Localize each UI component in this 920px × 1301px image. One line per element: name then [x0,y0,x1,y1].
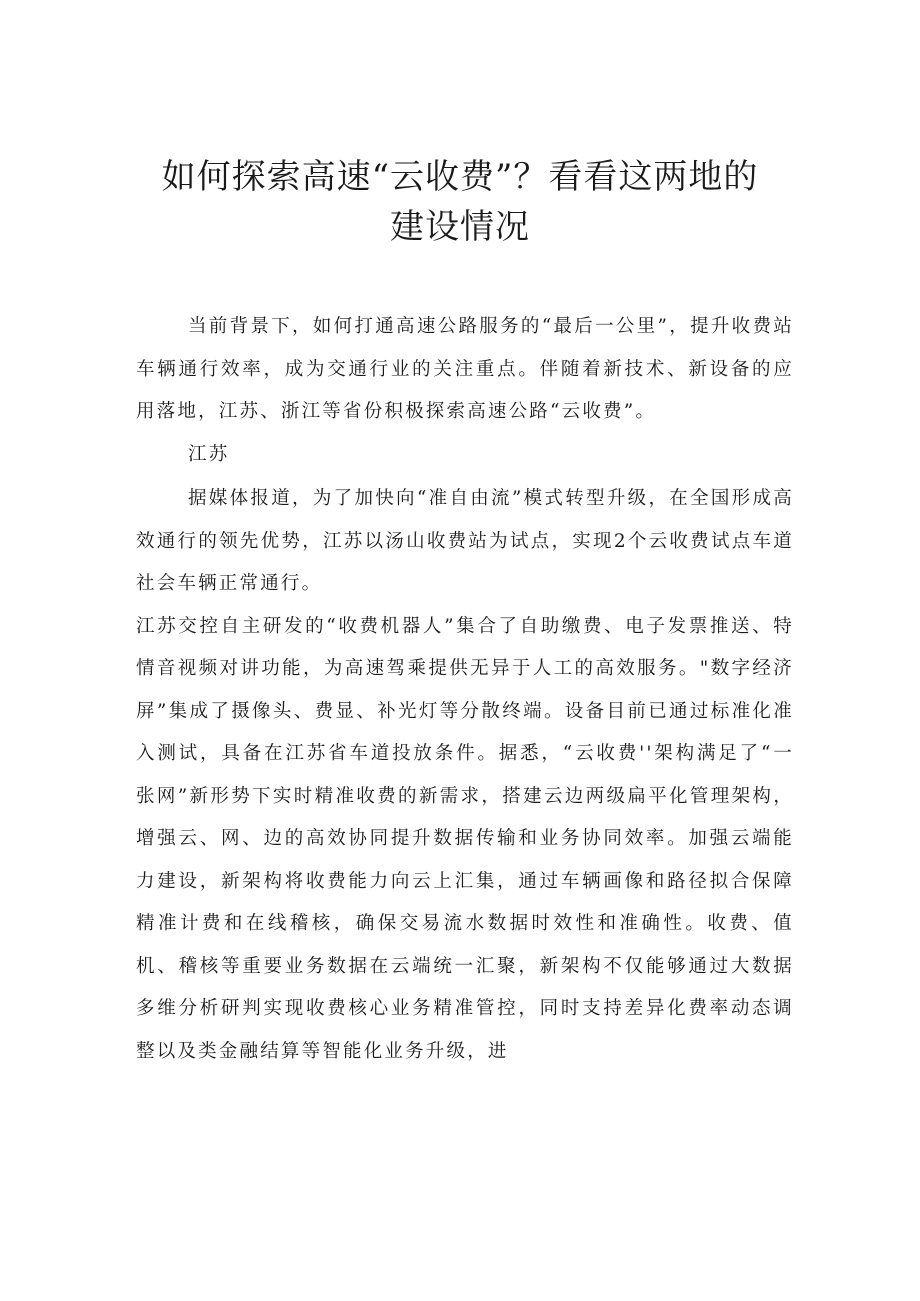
paragraph-jiangsu-robot: 江苏交控自主研发的“收费机器人”集合了自助缴费、电子发票推送、特情音视频对讲功能，为高速驾乘提供无异于人工的高效服务。"数字经济屏”集成了摄像头、费显、补光灯等分散终端。设备目前已通过标准化准入测试，具备在江苏省车道投放条件。据悉，“云收费''架构满足了“一张网”新形势下实时精准收费的新需求，搭建云边两级扁平化管理架构，增强云、网、边的高效协同提升数据传输和业务协同效率。加强云端能力建设，新架构将收费能力向云上汇集，通过车辆画像和路径拟合保障精准计费和在线稽核，确保交易流水数据时效性和准确性。收费、值机、稽核等重要业务数据在云端统一汇聚，新架构不仅能够通过大数据多维分析研判实现收费核心业务精准管控，同时支持差异化费率动态调整以及类金融结算等智能化业务升级，进 [136,615,794,1062]
title-line-1: 如何探索高速“云收费”？看看这两地的 [161,157,759,197]
paragraph-intro: 当前背景下，如何打通高速公路服务的“最后一公里”，提升收费站车辆通行效率，成为交通行业的关注重点。伴随着新技术、新设备的应用落地，江苏、浙江等省份积极探索高速公路“云收费”。 [136,316,794,422]
section-heading-jiangsu: 江苏 [188,443,230,465]
document-body [136,306,794,1073]
title-line-2: 建设情况 [390,207,530,247]
paragraph-jiangsu-pilot: 据媒体报道，为了加快向“准自由流”模式转型升级，在全国形成高效通行的领先优势，江苏以汤山收费站为试点，实现2个云收费试点车道社会车辆正常通行。 [136,488,794,594]
document-title [100,152,820,252]
